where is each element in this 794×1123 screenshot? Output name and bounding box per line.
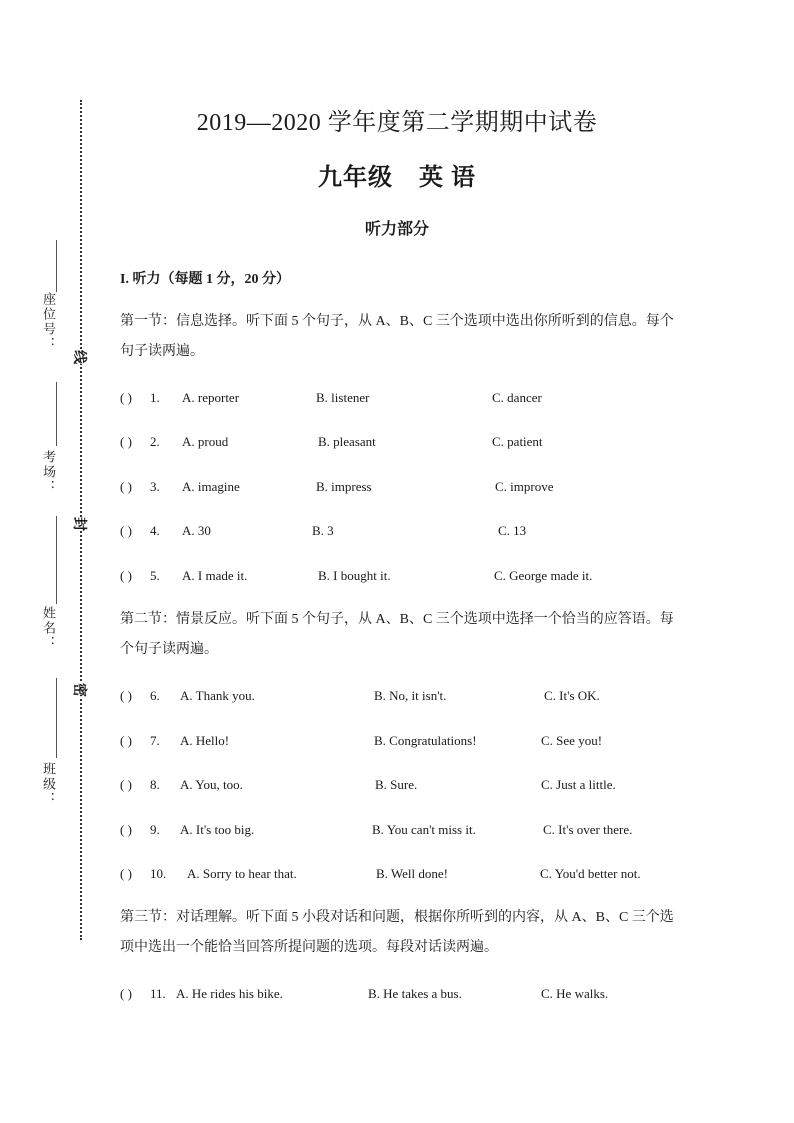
question-number: 7. (150, 733, 160, 748)
seat-number-label: 座位号： (40, 292, 55, 352)
option-b: B. He takes a bus. (368, 986, 462, 1001)
answer-blank[interactable]: ( ) (120, 733, 132, 748)
question-number: 10. (150, 866, 167, 881)
answer-blank[interactable]: ( ) (120, 479, 132, 494)
answer-blank[interactable]: ( ) (120, 986, 132, 1001)
option-c: C. George made it. (494, 568, 593, 583)
part-title: 听力部分 (364, 221, 429, 238)
grade-label: 九年级 (318, 165, 393, 191)
answer-blank[interactable]: ( ) (120, 866, 132, 881)
option-b: B. pleasant (318, 434, 376, 449)
answer-blank[interactable]: ( ) (120, 523, 132, 538)
question-number: 5. (150, 568, 160, 583)
answer-blank[interactable]: ( ) (120, 688, 132, 703)
option-a: A. Hello! (180, 733, 230, 748)
answer-blank[interactable]: ( ) (120, 568, 132, 583)
option-c: C. 13 (498, 523, 527, 538)
question-number: 6. (150, 688, 160, 703)
section3-instruction: 第三节：对话理解。听下面 5 小段对话和问题，根据你所听到的内容，从 A、B、C 三个选项中选出一个能恰当回答所提问题的选项。每段对话读两遍。 (120, 910, 674, 955)
section-heading: I. 听力（每题 1 分，20 分） (120, 272, 290, 287)
question-number: 9. (150, 822, 160, 837)
exam-title: 2019—2020 学年度第二学期期中试卷 (196, 110, 598, 136)
exam-subtitle (0, 157, 794, 192)
seat-number-blank-line (56, 240, 57, 292)
question-number: 4. (150, 523, 160, 538)
option-a: A. It's too big. (180, 822, 255, 837)
class-blank-line (56, 678, 57, 758)
option-a: A. Thank you. (180, 688, 255, 703)
section1-instruction: 第一节：信息选择。听下面 5 个句子，从 A、B、C 三个选项中选出你所听到的信息。每个句子读两遍。 (120, 314, 674, 359)
subject-label: 英 语 (419, 165, 476, 191)
option-b: B. I bought it. (318, 568, 391, 583)
option-b: B. Congratulations! (374, 733, 477, 748)
option-c: C. patient (492, 434, 543, 449)
seal-char-feng: 封 (68, 517, 92, 531)
option-a: A. proud (182, 434, 229, 449)
option-b: B. impress (316, 479, 372, 494)
option-c: C. He walks. (541, 986, 609, 1001)
option-a: A. imagine (182, 479, 240, 494)
answer-blank[interactable]: ( ) (120, 777, 132, 792)
option-c: C. You'd better not. (540, 866, 641, 881)
question-number: 8. (150, 777, 160, 792)
option-a: A. You, too. (180, 777, 243, 792)
answer-blank[interactable]: ( ) (120, 822, 132, 837)
question-number: 3. (150, 479, 160, 494)
option-c: C. It's OK. (544, 688, 600, 703)
exam-room-blank-line (56, 382, 57, 446)
name-blank-line (56, 516, 57, 604)
option-a: A. Sorry to hear that. (187, 866, 297, 881)
option-a: A. reporter (182, 390, 240, 405)
option-a: A. He rides his bike. (176, 986, 283, 1001)
exam-room-label: 考场： (40, 450, 55, 495)
seal-char-mi: 密 (68, 683, 92, 697)
option-a: A. I made it. (182, 568, 248, 583)
option-b: B. You can't miss it. (372, 822, 476, 837)
option-c: C. Just a little. (541, 777, 616, 792)
class-label: 班级： (40, 762, 55, 807)
option-c: C. See you! (541, 733, 603, 748)
question-number: 2. (150, 434, 160, 449)
seal-char-xian: 线 (68, 350, 92, 364)
option-b: B. Well done! (376, 866, 449, 881)
answer-blank[interactable]: ( ) (120, 390, 132, 405)
option-b: B. Sure. (375, 777, 418, 792)
option-c: C. dancer (492, 390, 542, 405)
option-a: A. 30 (182, 523, 211, 538)
name-label: 姓名： (40, 606, 55, 651)
option-b: B. 3 (312, 523, 334, 538)
option-b: B. listener (316, 390, 370, 405)
question-number: 11. (150, 986, 166, 1001)
answer-blank[interactable]: ( ) (120, 434, 132, 449)
option-c: C. It's over there. (543, 822, 633, 837)
section2-instruction: 第二节：情景反应。听下面 5 个句子，从 A、B、C 三个选项中选择一个恰当的应答语。每个句子读两遍。 (120, 612, 674, 657)
option-c: C. improve (495, 479, 554, 494)
question-number: 1. (150, 390, 160, 405)
option-b: B. No, it isn't. (374, 688, 447, 703)
